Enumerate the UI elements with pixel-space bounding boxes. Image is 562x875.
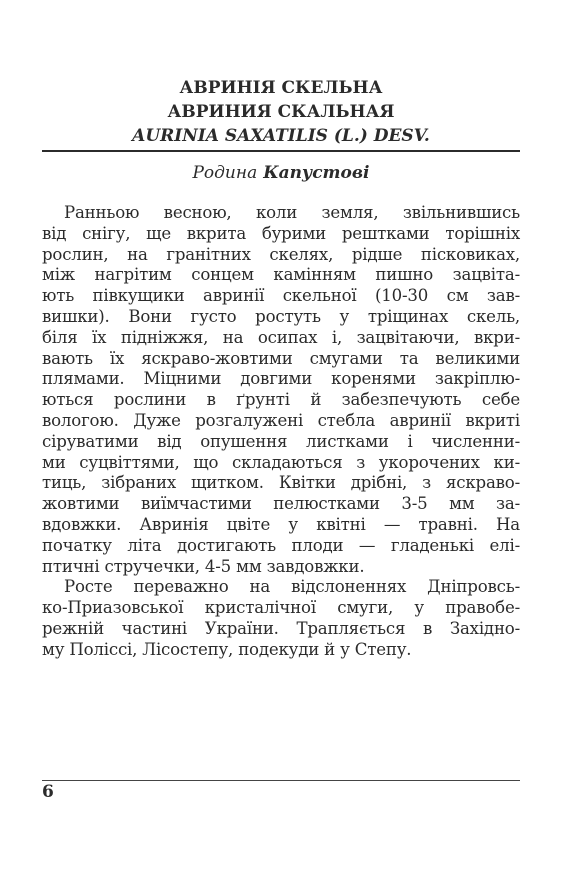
paragraph-1-line: рослин, на гранітних скелях, рідше пісковиках, <box>42 244 520 264</box>
paragraph-1-line: плямами. Міцними довгими коренями закріплю- <box>42 369 520 389</box>
title-latin: AURINIA SAXATILIS (L.) DESV. <box>132 126 430 146</box>
paragraph-1-line: вдовжки. Авринія цвіте у квітні — травні. На <box>42 514 520 534</box>
paragraph-1-line: вають їх яскраво-жовтими смугами та великими <box>42 348 520 368</box>
family-name: Капустові <box>263 163 370 183</box>
page-number: 6 <box>42 782 54 802</box>
header-divider <box>42 150 520 152</box>
paragraph-1-line: між нагрітим сонцем камінням пишно зацвіта- <box>42 265 520 285</box>
paragraph-1-line: ють півкущики авринії скельної (10-30 см зав- <box>42 286 520 306</box>
family-line <box>42 161 520 185</box>
paragraph-1-line: початку літа достигають плоди — гладенькі елі- <box>42 535 520 555</box>
paragraph-1-line: вологою. Дуже розгалужені стебла авринії вкриті <box>42 410 520 430</box>
paragraph-1-line: тиць, зібраних щитком. Квітки дрібні, з яскраво- <box>42 473 520 493</box>
paragraph-1-line: ми суцвіттями, що складаються з укорочених ки- <box>42 452 520 472</box>
paragraph-2-line: ко-Приазовської кристалічної смуги, у правобе- <box>42 598 520 618</box>
title-russian: АВРИНИЯ СКАЛЬНАЯ <box>167 102 395 122</box>
paragraph-1-line: від снігу, ще вкрита бурими рештками торішніх <box>42 223 520 243</box>
article-header <box>42 76 520 148</box>
paragraph-1-line: птичні стручечки, 4-5 мм завдовжки. <box>42 556 365 576</box>
paragraph-2-line: Росте переважно на відслоненнях Дніпровсь- <box>64 577 520 597</box>
paragraph-2-line: режній частині України. Трапляється в Західно- <box>42 618 520 638</box>
paragraph-1-line: ються рослини в ґрунті й забезпечують себе <box>42 390 520 410</box>
title-ukrainian: АВРИНІЯ СКЕЛЬНА <box>179 78 383 98</box>
paragraph-1-line: вишки). Вони густо ростуть у тріщинах скель, <box>42 306 520 326</box>
paragraph-1-line: біля їх підніжжя, на осипах і, зацвітаючи, вкри- <box>42 327 520 347</box>
paragraph-1-line: Ранньою весною, коли земля, звільнившись <box>64 203 520 222</box>
paragraph-1-line: сіруватими від опушення листками і численни- <box>42 431 520 451</box>
paragraph-1-line: жовтими виїмчастими пелюстками 3-5 мм за- <box>42 494 520 514</box>
article-body <box>42 203 520 661</box>
family-prefix: Родина <box>192 163 258 183</box>
paragraph-2-line: му Поліссі, Лісостепу, подекуди й у Степу. <box>42 639 412 659</box>
footer-divider <box>42 780 520 781</box>
